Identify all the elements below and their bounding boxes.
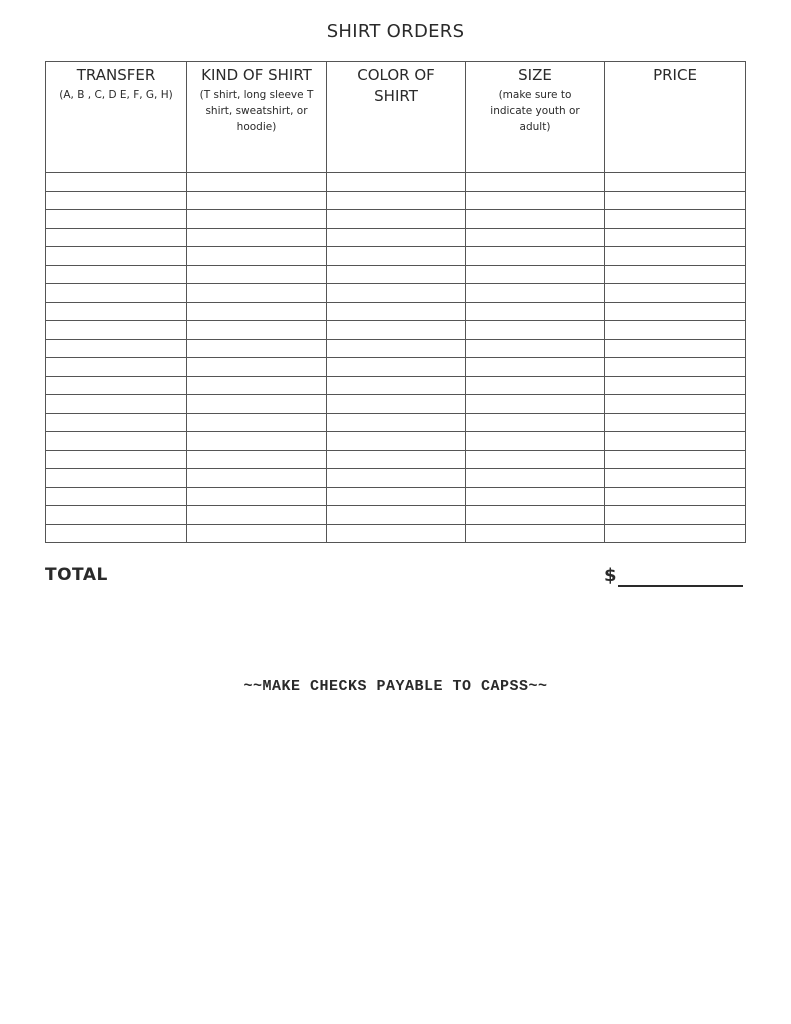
table-row bbox=[46, 487, 746, 506]
table-row bbox=[46, 376, 746, 395]
table-row bbox=[46, 265, 746, 284]
transfer-cell[interactable] bbox=[46, 339, 187, 358]
transfer-cell[interactable] bbox=[46, 210, 187, 229]
kind-of-shirt-cell[interactable] bbox=[187, 339, 327, 358]
kind-of-shirt-cell[interactable] bbox=[187, 210, 327, 229]
transfer-cell[interactable] bbox=[46, 376, 187, 395]
column-heading: PRICE bbox=[653, 66, 697, 84]
column-header-transfer bbox=[46, 62, 187, 173]
page-title: SHIRT ORDERS bbox=[326, 21, 465, 42]
color-of-shirt-cell[interactable] bbox=[327, 265, 466, 284]
column-header-color-of-shirt bbox=[327, 62, 466, 173]
color-of-shirt-cell[interactable] bbox=[327, 247, 466, 266]
table-row bbox=[46, 228, 746, 247]
kind-of-shirt-cell[interactable] bbox=[187, 487, 327, 506]
size-cell[interactable] bbox=[466, 376, 605, 395]
total-amount-blank[interactable] bbox=[618, 585, 743, 587]
kind-of-shirt-cell[interactable] bbox=[187, 302, 327, 321]
table-row bbox=[46, 210, 746, 229]
column-subheading: (make sure to indicate youth or adult) bbox=[490, 89, 580, 133]
transfer-cell[interactable] bbox=[46, 395, 187, 414]
size-cell[interactable] bbox=[466, 524, 605, 543]
size-cell[interactable] bbox=[466, 284, 605, 303]
price-cell[interactable] bbox=[605, 506, 746, 525]
order-rows bbox=[46, 173, 746, 543]
kind-of-shirt-cell[interactable] bbox=[187, 376, 327, 395]
size-cell[interactable] bbox=[466, 321, 605, 340]
column-subheading: (A, B , C, D E, F, G, H) bbox=[59, 89, 173, 101]
color-of-shirt-cell[interactable] bbox=[327, 302, 466, 321]
transfer-cell[interactable] bbox=[46, 321, 187, 340]
transfer-cell[interactable] bbox=[46, 524, 187, 543]
table-row bbox=[46, 302, 746, 321]
transfer-cell[interactable] bbox=[46, 173, 187, 192]
kind-of-shirt-cell[interactable] bbox=[187, 191, 327, 210]
price-cell[interactable] bbox=[605, 284, 746, 303]
payable-note: ~~MAKE CHECKS PAYABLE TO CAPSS~~ bbox=[243, 678, 548, 695]
kind-of-shirt-cell[interactable] bbox=[187, 395, 327, 414]
price-cell[interactable] bbox=[605, 432, 746, 451]
size-cell[interactable] bbox=[466, 339, 605, 358]
transfer-cell[interactable] bbox=[46, 450, 187, 469]
price-cell[interactable] bbox=[605, 395, 746, 414]
table-row bbox=[46, 173, 746, 192]
table-row bbox=[46, 339, 746, 358]
price-cell[interactable] bbox=[605, 302, 746, 321]
table-row bbox=[46, 506, 746, 525]
price-cell[interactable] bbox=[605, 210, 746, 229]
size-cell[interactable] bbox=[466, 395, 605, 414]
color-of-shirt-cell[interactable] bbox=[327, 432, 466, 451]
transfer-cell[interactable] bbox=[46, 506, 187, 525]
size-cell[interactable] bbox=[466, 191, 605, 210]
color-of-shirt-cell[interactable] bbox=[327, 358, 466, 377]
color-of-shirt-cell[interactable] bbox=[327, 524, 466, 543]
size-cell[interactable] bbox=[466, 506, 605, 525]
color-of-shirt-cell[interactable] bbox=[327, 191, 466, 210]
shirt-order-table bbox=[45, 61, 746, 543]
kind-of-shirt-cell[interactable] bbox=[187, 524, 327, 543]
total-label: TOTAL bbox=[45, 565, 108, 585]
transfer-cell[interactable] bbox=[46, 284, 187, 303]
column-subheading: (T shirt, long sleeve T shirt, sweatshirt, or hoodie) bbox=[199, 89, 314, 133]
color-of-shirt-cell[interactable] bbox=[327, 487, 466, 506]
transfer-cell[interactable] bbox=[46, 432, 187, 451]
size-cell[interactable] bbox=[466, 487, 605, 506]
table-row bbox=[46, 358, 746, 377]
table-row bbox=[46, 524, 746, 543]
column-header-size bbox=[466, 62, 605, 173]
kind-of-shirt-cell[interactable] bbox=[187, 358, 327, 377]
price-cell[interactable] bbox=[605, 339, 746, 358]
price-cell[interactable] bbox=[605, 524, 746, 543]
column-header-kind-of-shirt bbox=[187, 62, 327, 173]
kind-of-shirt-cell[interactable] bbox=[187, 413, 327, 432]
kind-of-shirt-cell[interactable] bbox=[187, 432, 327, 451]
price-cell[interactable] bbox=[605, 228, 746, 247]
price-cell[interactable] bbox=[605, 376, 746, 395]
color-of-shirt-cell[interactable] bbox=[327, 228, 466, 247]
size-cell[interactable] bbox=[466, 173, 605, 192]
kind-of-shirt-cell[interactable] bbox=[187, 469, 327, 488]
column-heading: SIZE bbox=[518, 66, 552, 84]
transfer-cell[interactable] bbox=[46, 469, 187, 488]
transfer-cell[interactable] bbox=[46, 413, 187, 432]
price-cell[interactable] bbox=[605, 487, 746, 506]
transfer-cell[interactable] bbox=[46, 302, 187, 321]
kind-of-shirt-cell[interactable] bbox=[187, 506, 327, 525]
size-cell[interactable] bbox=[466, 265, 605, 284]
price-cell[interactable] bbox=[605, 469, 746, 488]
column-heading: KIND OF SHIRT bbox=[201, 66, 312, 84]
size-cell[interactable] bbox=[466, 247, 605, 266]
size-cell[interactable] bbox=[466, 450, 605, 469]
transfer-cell[interactable] bbox=[46, 191, 187, 210]
kind-of-shirt-cell[interactable] bbox=[187, 321, 327, 340]
color-of-shirt-cell[interactable] bbox=[327, 376, 466, 395]
transfer-cell[interactable] bbox=[46, 358, 187, 377]
price-cell[interactable] bbox=[605, 265, 746, 284]
price-cell[interactable] bbox=[605, 321, 746, 340]
table-row bbox=[46, 284, 746, 303]
column-heading: COLOR OF SHIRT bbox=[357, 66, 435, 105]
color-of-shirt-cell[interactable] bbox=[327, 450, 466, 469]
size-cell[interactable] bbox=[466, 432, 605, 451]
color-of-shirt-cell[interactable] bbox=[327, 321, 466, 340]
price-cell[interactable] bbox=[605, 413, 746, 432]
size-cell[interactable] bbox=[466, 358, 605, 377]
color-of-shirt-cell[interactable] bbox=[327, 173, 466, 192]
color-of-shirt-cell[interactable] bbox=[327, 469, 466, 488]
size-cell[interactable] bbox=[466, 228, 605, 247]
kind-of-shirt-cell[interactable] bbox=[187, 450, 327, 469]
table-row bbox=[46, 432, 746, 451]
transfer-cell[interactable] bbox=[46, 247, 187, 266]
column-heading: TRANSFER bbox=[76, 66, 156, 84]
price-cell[interactable] bbox=[605, 358, 746, 377]
table-header-row bbox=[46, 62, 746, 173]
size-cell[interactable] bbox=[466, 413, 605, 432]
table-row bbox=[46, 321, 746, 340]
price-cell[interactable] bbox=[605, 247, 746, 266]
price-cell[interactable] bbox=[605, 173, 746, 192]
kind-of-shirt-cell[interactable] bbox=[187, 247, 327, 266]
kind-of-shirt-cell[interactable] bbox=[187, 265, 327, 284]
color-of-shirt-cell[interactable] bbox=[327, 284, 466, 303]
transfer-cell[interactable] bbox=[46, 265, 187, 284]
table-row bbox=[46, 247, 746, 266]
color-of-shirt-cell[interactable] bbox=[327, 506, 466, 525]
price-cell[interactable] bbox=[605, 450, 746, 469]
color-of-shirt-cell[interactable] bbox=[327, 413, 466, 432]
total-currency-symbol: $ bbox=[604, 565, 617, 586]
table-row bbox=[46, 450, 746, 469]
table-row bbox=[46, 395, 746, 414]
color-of-shirt-cell[interactable] bbox=[327, 339, 466, 358]
transfer-cell[interactable] bbox=[46, 228, 187, 247]
kind-of-shirt-cell[interactable] bbox=[187, 228, 327, 247]
kind-of-shirt-cell[interactable] bbox=[187, 284, 327, 303]
size-cell[interactable] bbox=[466, 302, 605, 321]
kind-of-shirt-cell[interactable] bbox=[187, 173, 327, 192]
column-header-price bbox=[605, 62, 746, 173]
size-cell[interactable] bbox=[466, 210, 605, 229]
color-of-shirt-cell[interactable] bbox=[327, 395, 466, 414]
color-of-shirt-cell[interactable] bbox=[327, 210, 466, 229]
price-cell[interactable] bbox=[605, 191, 746, 210]
table-row bbox=[46, 469, 746, 488]
size-cell[interactable] bbox=[466, 469, 605, 488]
transfer-cell[interactable] bbox=[46, 487, 187, 506]
table-row bbox=[46, 191, 746, 210]
table-row bbox=[46, 413, 746, 432]
